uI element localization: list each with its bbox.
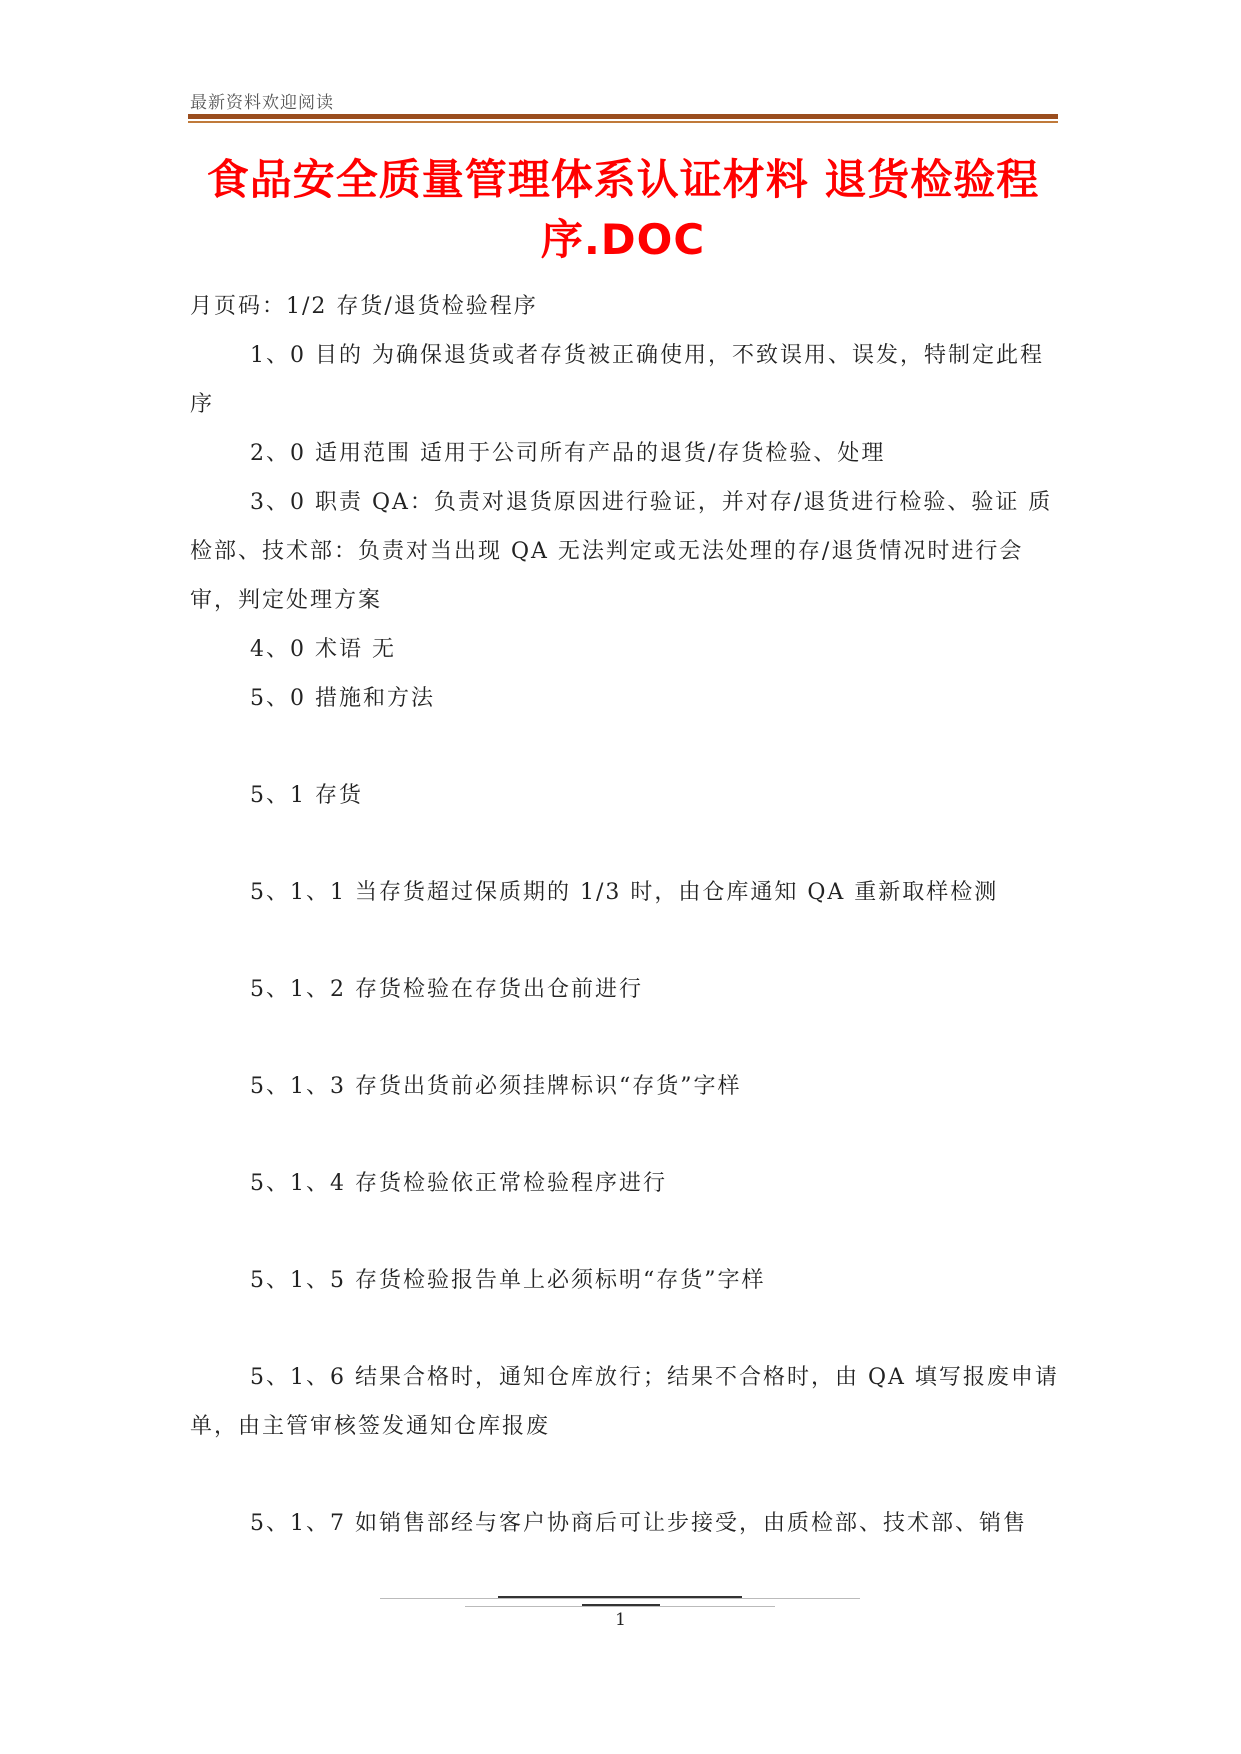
section-5-1-1: 5、1、1 当存货超过保质期的 1/3 时，由仓库通知 QA 重新取样检测 <box>250 880 999 905</box>
section-5-1: 5、1 存货 <box>250 783 363 808</box>
page-header-text: 最新资料欢迎阅读 <box>190 93 334 113</box>
section-5-1-4: 5、1、4 存货检验依正常检验程序进行 <box>250 1171 667 1196</box>
header-rule-secondary <box>188 121 1058 123</box>
section-scope: 2、0 适用范围 适用于公司所有产品的退货/存货检验、处理 <box>250 441 886 466</box>
footer-rule-accent <box>498 1596 742 1598</box>
section-purpose: 1、0 目的 为确保退货或者存货被正确使用，不致误用、误发，特制定此程序 <box>190 343 1044 417</box>
section-responsibility: 3、0 职责 QA：负责对退货原因进行验证，并对存/退货进行检验、验证 质检部、技术部：负责对当出现 QA 无法判定或无法处理的存/退货情况时进行会审，判定处理方案 <box>190 490 1053 613</box>
footer-rule-lower <box>465 1606 775 1607</box>
section-measures: 5、0 措施和方法 <box>250 686 435 711</box>
document-body <box>190 282 1060 1548</box>
section-5-1-3: 5、1、3 存货出货前必须挂牌标识“存货”字样 <box>250 1074 742 1099</box>
section-terms: 4、0 术语 无 <box>250 637 396 662</box>
page-code-line: 月页码：1/2 存货/退货检验程序 <box>190 294 538 319</box>
header-rule <box>188 114 1058 119</box>
section-5-1-7: 5、1、7 如销售部经与客户协商后可让步接受，由质检部、技术部、销售 <box>250 1511 1027 1536</box>
section-5-1-2: 5、1、2 存货检验在存货出仓前进行 <box>250 977 643 1002</box>
footer-rule-lower-accent <box>582 1604 660 1606</box>
footer-rule <box>380 1598 860 1599</box>
section-5-1-5: 5、1、5 存货检验报告单上必须标明“存货”字样 <box>250 1268 766 1293</box>
page-number: 1 <box>615 1610 626 1630</box>
section-5-1-6: 5、1、6 结果合格时，通知仓库放行；结果不合格时，由 QA 填写报废申请单，由主管审核签发通知仓库报废 <box>190 1365 1059 1439</box>
document-title: 食品安全质量管理体系认证材料 退货检验程序.DOC <box>206 155 1040 264</box>
